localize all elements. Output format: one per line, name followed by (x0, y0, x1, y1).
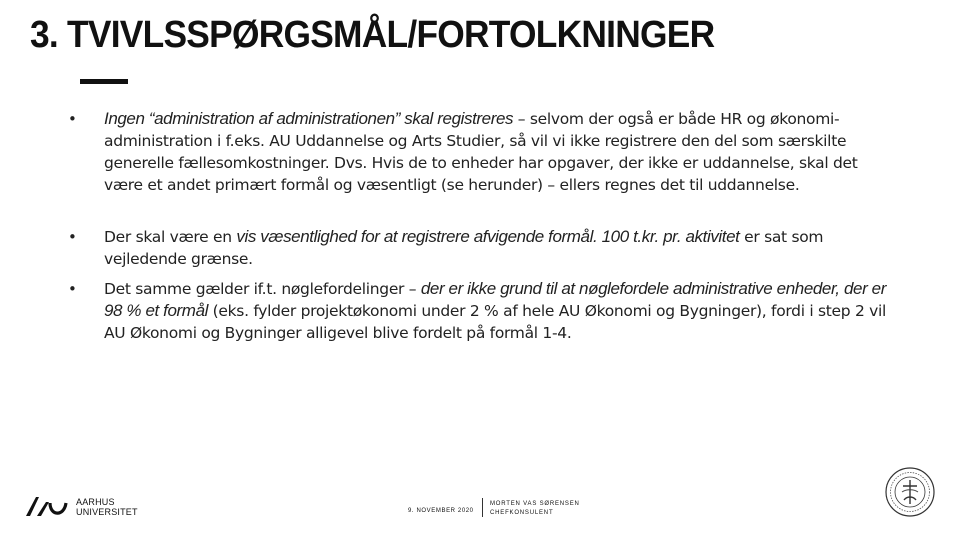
bullet-marker: • (68, 280, 77, 298)
bullet-3-text-tail: (eks. fylder projektøkonomi under 2 % af hele AU Økonomi og Bygninger), fordi i step 2 vil AU Økonomi og Bygninger alligevel blive fordelt på formål 1-4. (104, 302, 887, 342)
bullet-1-emphasis: Ingen “administration af administrationen” skal registreres (104, 109, 514, 128)
bullet-2-emphasis: vis væsentlighed for at registrere afvigende formål. 100 t.kr. pr. aktivitet (236, 227, 740, 246)
bullet-item-2 (68, 226, 900, 270)
presentation-date: 9. NOVEMBER 2020 (408, 508, 474, 514)
footer-divider (482, 498, 483, 517)
title-underline (80, 79, 128, 84)
bullet-marker: • (68, 110, 77, 128)
logo-line-1: AARHUS (76, 497, 115, 507)
university-logo-text (76, 497, 138, 517)
au-logo-mark-icon (24, 494, 70, 518)
bullet-item-3 (68, 278, 900, 344)
bullet-3-emphasis: der er ikke grund til at nøglefordele administrative enheder, der er 98 % et formål (104, 279, 886, 320)
bullet-3-text-lead: Det samme gælder if.t. nøglefordelinger – (104, 280, 421, 298)
bullet-item-1 (68, 108, 900, 196)
university-seal-icon (884, 466, 936, 518)
presenter-info (490, 500, 580, 518)
presenter-name: MORTEN VAS SØRENSEN (490, 501, 580, 507)
bullet-marker: • (68, 228, 77, 246)
slide-title: 3. TVIVLSSPØRGSMÅL/FORTOLKNINGER (30, 14, 715, 56)
bullet-1-text: – selvom der også er både HR og økonomi-administration i f.eks. AU Uddannelse og Arts Studier, så vil vi ikke registrere den del som særskilte generelle fællesomkostninger. Dvs. Hvis de to enheder har opgaver, der ikke er uddannelse, skal det være et andet primært formål og væsentligt (se herunder) – ellers regnes det til uddannelse. (104, 110, 858, 194)
bullet-2-text-lead: Der skal være en (104, 228, 237, 246)
presenter-role: CHEFKONSULENT (490, 510, 554, 516)
bullet-2-text-tail: er sat som vejledende grænse. (104, 228, 824, 268)
logo-line-2: UNIVERSITET (76, 507, 138, 517)
bullet-list (68, 108, 900, 344)
